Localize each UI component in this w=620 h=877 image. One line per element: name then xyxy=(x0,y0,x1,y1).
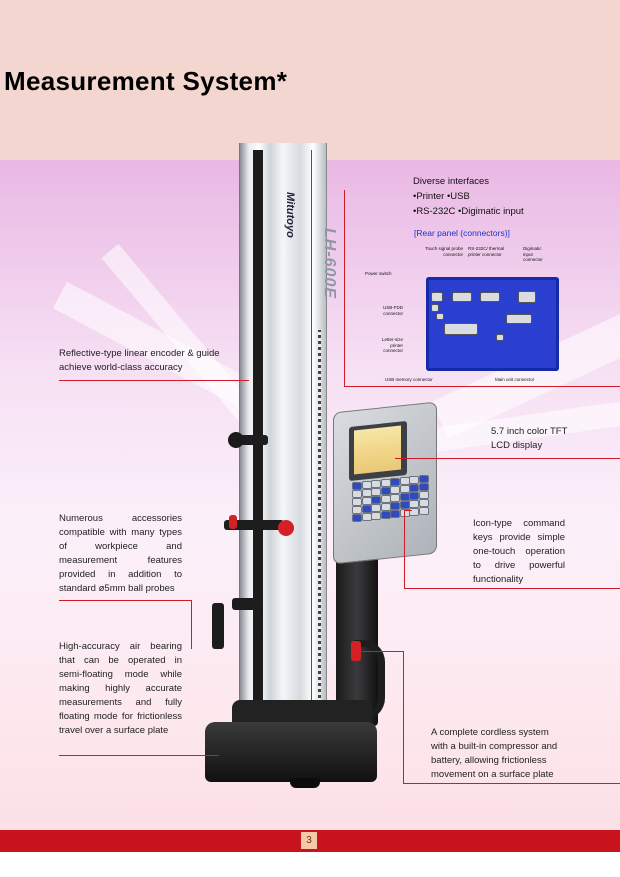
caption-display: 5.7 inch color TFT LCD display xyxy=(491,426,568,451)
console-key xyxy=(352,506,362,514)
probe-holder xyxy=(212,603,224,649)
red-knob-left xyxy=(229,515,237,529)
console-key xyxy=(400,485,410,493)
callout-usb-fdd: USB-FDD connector xyxy=(383,305,403,316)
console-key xyxy=(371,488,381,496)
port-printer xyxy=(444,323,478,335)
console-key xyxy=(371,504,381,512)
console-key xyxy=(390,494,400,502)
page-title: Measurement System* xyxy=(4,66,288,96)
port-main-unit xyxy=(506,314,532,324)
scale-pattern xyxy=(318,330,321,710)
console-key xyxy=(409,492,419,500)
console-key xyxy=(390,486,400,494)
port-usb-memory xyxy=(496,334,504,341)
red-knob xyxy=(278,520,294,536)
console-key xyxy=(409,484,419,492)
leader-cordless-bottom xyxy=(403,783,620,784)
console-key xyxy=(419,499,429,507)
console-key xyxy=(371,480,381,488)
leader-accessories xyxy=(59,600,192,649)
interfaces-line-2: •RS-232C •Digimatic input xyxy=(413,206,524,217)
leader-display xyxy=(395,458,620,459)
leader-air-bearing xyxy=(59,755,219,756)
console-key xyxy=(400,493,410,501)
callout-main-unit: Main unit connector xyxy=(495,377,535,382)
console-key xyxy=(390,502,400,510)
console-key xyxy=(419,491,429,499)
model-label: LH-600E xyxy=(321,228,338,300)
console-key xyxy=(409,500,419,508)
console-key xyxy=(390,510,400,518)
console-key xyxy=(371,512,381,520)
leader-command-keys xyxy=(404,510,620,589)
console-key xyxy=(362,513,372,521)
caption-cordless: A complete cordless system with a built-in compressor and battery, allowing frictionless movement on a surface plate xyxy=(431,727,558,780)
console-key xyxy=(381,511,391,519)
caption-accessories: Numerous accessories compatible with many types of workpiece and measurement features provided in addition to standard ø5mm ball probes xyxy=(59,513,182,594)
callout-usb-memory: USB memory connector xyxy=(385,377,433,382)
port-rs232c-2 xyxy=(480,292,500,302)
console-key xyxy=(352,514,362,522)
caption-encoder: Reflective-type linear encoder & guide achieve world-class accuracy xyxy=(59,348,220,373)
port-touch-signal xyxy=(431,292,443,302)
console-key xyxy=(381,487,391,495)
console-key xyxy=(419,475,429,483)
port-usb-fdd xyxy=(436,313,444,320)
console-key xyxy=(400,477,410,485)
leader-command-keys-top xyxy=(404,510,412,511)
console-key xyxy=(409,476,419,484)
console-key xyxy=(362,481,372,489)
rear-panel-title: [Rear panel (connectors)] xyxy=(414,228,510,238)
lcd-screen xyxy=(354,426,401,475)
callout-power-switch: Power switch xyxy=(365,271,392,276)
port-rs232c xyxy=(452,292,472,302)
callout-digimatic: Digimatic input connector xyxy=(523,246,543,262)
console-key xyxy=(371,496,381,504)
console-key xyxy=(381,503,391,511)
console-key xyxy=(362,497,372,505)
base-foot xyxy=(290,778,320,788)
rear-panel-photo xyxy=(426,277,559,371)
lower-arm xyxy=(232,598,262,610)
leader-encoder xyxy=(59,380,249,381)
console-key xyxy=(419,483,429,491)
console-key xyxy=(390,478,400,486)
caption-air-bearing: High-accuracy air bearing that can be operated in semi-floating mode while making highly accurate measurements and fully floating mode for frictionless travel over a surface plate xyxy=(59,641,182,736)
interfaces-heading: Diverse interfaces xyxy=(413,176,490,187)
interfaces-block xyxy=(413,174,524,219)
brand-logo: Mitutoyo xyxy=(284,192,296,238)
leader-rear-panel-vert xyxy=(344,190,345,386)
console-key xyxy=(362,489,372,497)
console-key xyxy=(381,495,391,503)
page-number: 3 xyxy=(301,832,317,849)
port-digimatic xyxy=(518,291,536,303)
console-key xyxy=(362,505,372,513)
callout-rs232c: RS-232C/ thermal printer connector xyxy=(468,246,505,257)
base-unit xyxy=(205,722,377,782)
console-key xyxy=(400,501,410,509)
callout-touch-signal: Touch signal probe connector xyxy=(425,246,463,257)
port-power xyxy=(431,304,439,312)
callout-letter-size: Letter-size printer connector xyxy=(381,337,403,353)
interfaces-line-1: •Printer •USB xyxy=(413,191,470,202)
caption-command-keys: Icon-type command keys provide simple one-touch operation to drive powerful functionality xyxy=(473,518,565,585)
console-key xyxy=(352,490,362,498)
console-key xyxy=(352,482,362,490)
console-key xyxy=(381,479,391,487)
leader-rear-panel xyxy=(344,386,620,387)
leader-cordless xyxy=(360,651,404,784)
clamp-knob xyxy=(228,432,244,448)
column-red-line xyxy=(311,150,312,730)
console-key xyxy=(352,498,362,506)
